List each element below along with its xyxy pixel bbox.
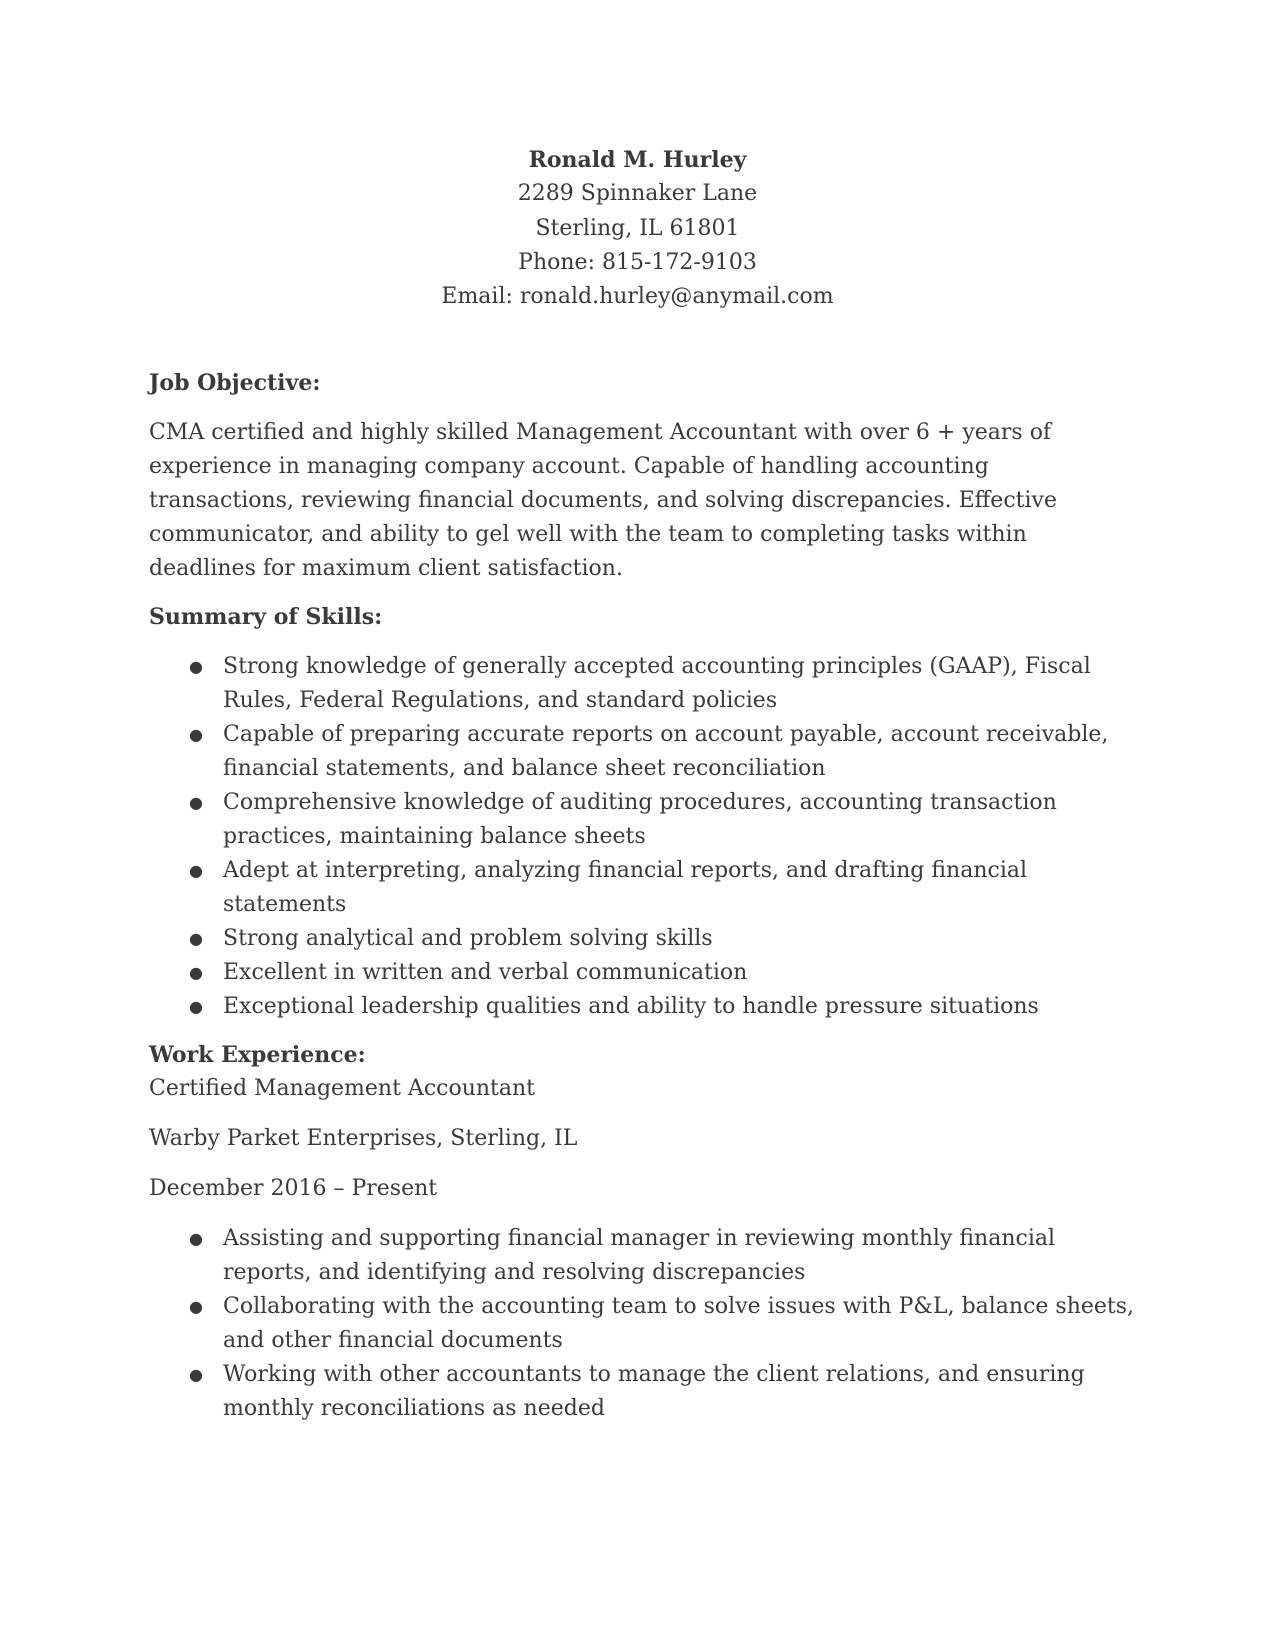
list-item-text: Collaborating with the accounting team to solve issues with P&L, balance sheets, and other financial documents <box>223 1294 1135 1353</box>
skills-heading: Summary of Skills: <box>149 604 383 630</box>
list-item <box>149 990 1139 1024</box>
list-item <box>149 1358 1139 1426</box>
list-item <box>149 718 1139 786</box>
contact-header <box>0 143 1275 314</box>
bullet-icon: ● <box>189 1297 203 1316</box>
skills-list <box>149 650 1139 1024</box>
objective-text: CMA certified and highly skilled Management Accountant with over 6 + years of experience in managing company account. Capable of handling accounting transactions, reviewing financial documents, and solving discrepancies. Effective communicator, and ability to gel well with the team to completing tasks within deadlines for maximum client satisfaction. <box>149 420 1057 581</box>
list-item-text: Excellent in written and verbal communication <box>223 960 748 985</box>
experience-heading: Work Experience: <box>149 1042 366 1068</box>
bullet-icon: ● <box>189 1365 203 1384</box>
list-item-text: Strong knowledge of generally accepted accounting principles (GAAP), Fiscal Rules, Federal Regulations, and standard policies <box>223 654 1091 713</box>
list-item <box>149 854 1139 922</box>
address-line-2: Sterling, IL 61801 <box>535 215 740 241</box>
job-title: Certified Management Accountant <box>149 1076 536 1101</box>
list-item <box>149 1290 1139 1358</box>
bullet-icon: ● <box>189 861 203 880</box>
list-item <box>149 1222 1139 1290</box>
bullet-icon: ● <box>189 1229 203 1248</box>
address-line-1: 2289 Spinnaker Lane <box>517 181 758 207</box>
objective-heading: Job Objective: <box>149 370 321 396</box>
list-item <box>149 650 1139 718</box>
bullet-icon: ● <box>189 929 203 948</box>
bullet-icon: ● <box>189 997 203 1016</box>
list-item <box>149 786 1139 854</box>
list-item <box>149 922 1139 956</box>
candidate-name: Ronald M. Hurley <box>528 147 747 173</box>
email: Email: ronald.hurley@anymail.com <box>441 284 834 310</box>
bullet-icon: ● <box>189 793 203 812</box>
bullet-icon: ● <box>189 963 203 982</box>
bullet-icon: ● <box>189 725 203 744</box>
list-item <box>149 956 1139 990</box>
list-item-text: Working with other accountants to manage the client relations, and ensuring monthly reconciliations as needed <box>223 1362 1085 1421</box>
company: Warby Parket Enterprises, Sterling, IL <box>149 1126 578 1151</box>
list-item-text: Assisting and supporting financial manager in reviewing monthly financial reports, and identifying and resolving discrepancies <box>223 1226 1056 1285</box>
phone: Phone: 815-172-9103 <box>518 249 757 275</box>
bullet-icon: ● <box>189 657 203 676</box>
list-item-text: Strong analytical and problem solving skills <box>223 926 713 951</box>
list-item-text: Exceptional leadership qualities and ability to handle pressure situations <box>223 994 1039 1019</box>
list-item-text: Adept at interpreting, analyzing financial reports, and drafting financial statements <box>223 858 1028 917</box>
resume-body <box>149 366 1139 1426</box>
employment-dates: December 2016 – Present <box>149 1176 438 1201</box>
experience-list <box>149 1222 1139 1426</box>
list-item-text: Comprehensive knowledge of auditing procedures, accounting transaction practices, maintaining balance sheets <box>223 790 1057 849</box>
list-item-text: Capable of preparing accurate reports on account payable, account receivable, financial statements, and balance sheet reconciliation <box>223 722 1109 781</box>
